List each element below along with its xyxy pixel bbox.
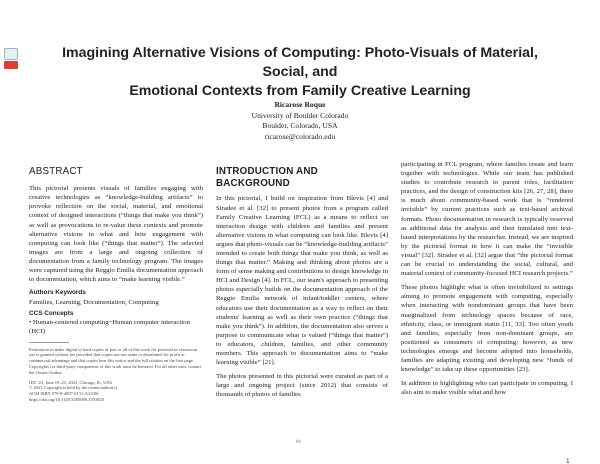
keywords-heading: Authors Keywords: [29, 289, 86, 297]
paper-title: [60, 44, 540, 101]
author-block: [200, 100, 400, 142]
abstract-body: This pictorial presents visuals of families engaging with creative technologies as “knowledge-building artifacts” to provoke reflection on the social, material, and emotional context of designed interactions (“things that make you think”) as well as provocations to re-value these contexts and promote alternative visions in what and how engagement with computing can look like (“things that matter”). The selected images are from a large and ongoing collection of documentation from a family technology program. The images were captured using the Reggio Emilia documentation approach to documentation, which aims to “make learning visible.”: [29, 185, 203, 284]
title-line-2: Emotional Contexts from Family Creative Learning: [129, 83, 471, 99]
intro-heading: [216, 166, 388, 190]
footnote-divider: [29, 342, 69, 343]
footer-center-page: 68: [296, 440, 301, 445]
column-introduction: [216, 166, 388, 404]
column-abstract: [29, 166, 203, 403]
author-name: Ricarose Roque: [274, 100, 326, 109]
intro-heading-line-2: BACKGROUND: [216, 178, 290, 190]
intro-heading-line-1: INTRODUCTION AND: [216, 166, 318, 177]
keywords-text: Families, Learning, Documentation, Computing: [29, 298, 159, 306]
page-number: 1: [566, 458, 570, 464]
abstract-heading: ABSTRACT: [29, 166, 83, 177]
author-affiliation: University of Boulder Colorado: [251, 110, 349, 120]
check-for-updates-icon[interactable]: [4, 48, 18, 70]
author-email[interactable]: ricarose@colorado.edu: [264, 131, 336, 141]
col3-paragraph-2: These photos highlight what is often invisibilized to settings aiming to promote engagement with computing, especially when interacting with nondominant groups that have been marginalized from technology spaces because of race, ethnicity, class, or immigrant status [11, 33]. Too often youth and families, especially from non-dominant groups, are positioned as consumers of computing; however, as new technologies emerge and become adopted into households, families are adapting existing and developing new “funds of knowledge” to take up these opportunities [23].: [401, 284, 573, 374]
col3-paragraph-3: In addition to highlighting who can participate in computing, I also aim to make visible what and how: [401, 380, 573, 397]
intro-paragraph-1: In this pictorial, I build on inspiration from Blevis [4] and Stradee et al. [32] to present photos from a program called Family Creative Learning (FCL) as a means to reflect on interaction design with children and families and present alternative visions in what computing can look like. Blevis [4] argues that photo-visuals can be “knowledge-building artifacts” intended to create both things that make you think, as well as things that matter.” Making and thinking about photos are a form of sense making and contributions to design knowledge in HCI and Design [4]. In FCL, our team's approach to presenting photos especially builds on the documentation approach of the Reggio Emilia network of infant/toddler centers, where educators use their documentation as a way to reflect on their students' learning as well as their own practice (“things that make you think”). In addition, the documentation also serves a purpose to communicate what is valued (“things that matter”) to educators, children, families, and other community members. This approach to documentation aims to “make learning visible” [21].: [216, 195, 388, 367]
isbn-line: ACM ISBN 979-8-4007-0131-3/23/06.: [29, 391, 100, 397]
concepts-text: • Human-centered computing~Human computer interaction (HCI): [29, 319, 190, 336]
author-location: Boulder, Colorado, USA: [262, 121, 338, 131]
copyright-line: © 2023 Copyright is held by the owner/author(s).: [29, 385, 119, 391]
column-continued: [401, 160, 573, 402]
doi-link[interactable]: https://doi.org/10.1145/3585088.3593820: [29, 396, 104, 402]
venue-line: IDC '23, June 19–23, 2023, Chicago, IL, USA: [29, 379, 113, 385]
concepts-heading: CCS Concepts: [29, 309, 74, 317]
col3-paragraph-1: participating in FCL program, where families create and learn together with technologies. While our team has published studies to contribute research to parent roles, facilitation practices, and the design of construction kits [26, 27, 28], there is much about community-based work that is “rendered invisible” by current practices such as text-based archival formats. Photo documentation in research is typically reserved as additional data for analysis and then translated into text-based interpretations by the researcher. Instead, we are inspired by the pictorial format in how it can make the “invisible visual” [32]. Stradee et al. [32] argue that “the pictorial format can be crucial to understanding the social, cultural, and material context of community-focused HCI research projects.”: [401, 161, 573, 278]
title-line-1: Imagining Alternative Visions of Computing: Photo-Visuals of Material, Social, and: [62, 45, 538, 80]
intro-paragraph-2: The photos presented in this pictorial were curated as part of a large and ongoing project (since 2012) that consists of thousands of photos of families: [216, 373, 388, 399]
permission-notice: Permission to make digital or hard copies of part or all of this work for personal or classroom use is granted without fee provided that copies are not made or distributed for profit or commercial advantage and that copies bear this notice and the full citation on the first page. Copyrights for third-party components of this work must be honored. For all other uses, contact the Owner/Author.: [29, 346, 202, 375]
